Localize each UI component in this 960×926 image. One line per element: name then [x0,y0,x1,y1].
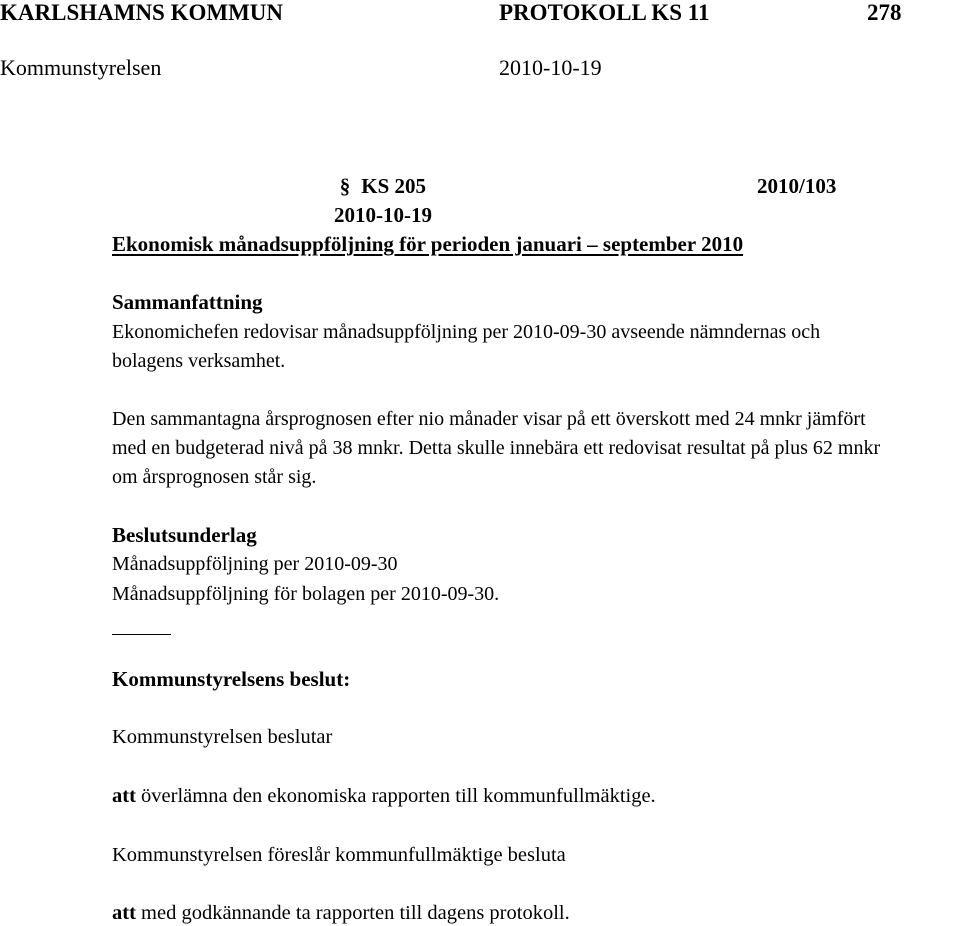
summary-line: Ekonomichefen redovisar månadsuppföljning per 2010-09-30 avseende nämndernas och [112,321,821,343]
item-date: 2010-10-19 [334,203,432,227]
decision-proposal: Kommunstyrelsen föreslår kommunfullmäktige besluta [112,844,566,866]
summary-line: om årsprognosen står sig. [112,466,317,488]
att-text: med godkännande ta rapporten till dagens protokoll. [141,902,570,924]
item-number [334,176,426,197]
item-number-text: KS 205 [361,174,427,198]
section-mark: § [339,174,351,198]
case-number: 2010/103 [757,174,837,198]
protocol-label: PROTOKOLL KS 11 [499,0,710,25]
meeting-date: 2010-10-19 [499,55,602,80]
att-keyword: att [112,902,136,924]
decision-att-2 [112,903,570,924]
basis-item: Månadsuppföljning för bolagen per 2010-09-30. [112,583,500,605]
summary-line: med en budgeterad nivå på 38 mnkr. Detta skulle innebära ett redovisat resultat på plus 62 mnkr [112,437,881,459]
body-name: Kommunstyrelsen [0,55,162,80]
decision-heading: Kommunstyrelsens beslut: [112,667,351,691]
summary-heading: Sammanfattning [112,290,263,314]
decision-intro: Kommunstyrelsen beslutar [112,726,333,748]
summary-line: bolagens verksamhet. [112,350,286,372]
basis-heading: Beslutsunderlag [112,523,257,547]
municipality-name: KARLSHAMNS KOMMUN [0,0,284,25]
att-text: överlämna den ekonomiska rapporten till kommunfullmäktige. [141,785,656,807]
summary-line: Den sammantagna årsprognosen efter nio månader visar på ett överskott med 24 mnkr jämfört [112,408,866,430]
separator-line [112,634,171,635]
decision-att-1 [112,786,656,807]
att-keyword: att [112,785,136,807]
item-title: Ekonomisk månadsuppföljning för perioden januari – september 2010 [112,232,744,256]
basis-item: Månadsuppföljning per 2010-09-30 [112,553,398,575]
page-number: 278 [867,0,902,25]
